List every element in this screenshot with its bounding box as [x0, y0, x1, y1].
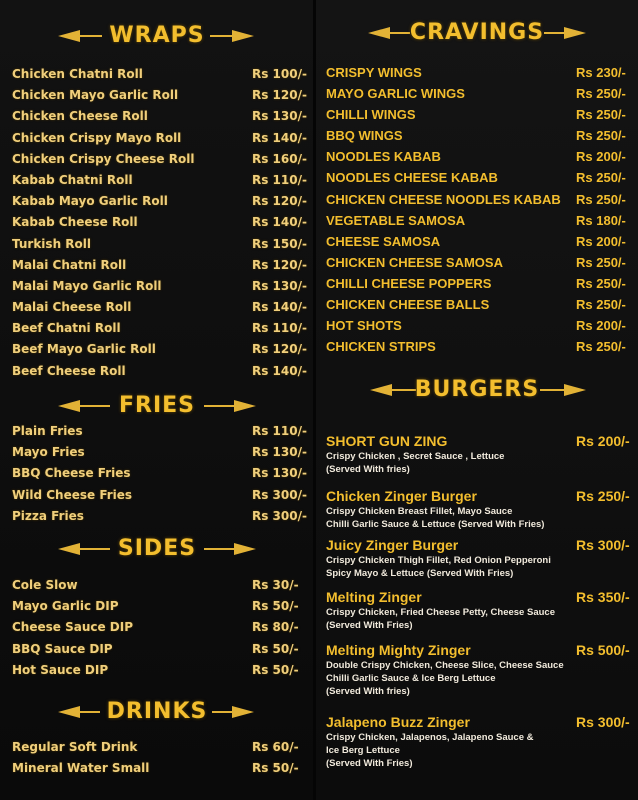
wraps-item	[0, 64, 314, 85]
heading-line	[204, 548, 234, 550]
fries-list	[0, 421, 314, 527]
heading-line	[212, 711, 232, 713]
item-price: Rs 230/-	[576, 65, 626, 80]
burger-description: (Served With Fries)	[326, 620, 413, 631]
item-price: Rs 160/-	[252, 151, 307, 166]
wraps-item	[0, 318, 314, 339]
drinks-list	[0, 737, 314, 779]
wraps-item	[0, 276, 314, 297]
wraps-item	[0, 255, 314, 276]
fries-item	[0, 442, 314, 463]
drinks-title: DRINKS	[106, 699, 208, 724]
item-price: Rs 50/-	[252, 599, 299, 614]
item-price: Rs 100/-	[252, 67, 307, 81]
cravings-item	[316, 210, 638, 231]
fries-title: FRIES	[118, 393, 196, 418]
item-name: Chicken Chatni Roll	[12, 67, 143, 81]
item-name: BBQ Sauce DIP	[12, 641, 113, 656]
burger-description: (Served With fries)	[326, 464, 410, 475]
wraps-item	[0, 191, 314, 212]
wraps-item	[0, 106, 314, 127]
item-price: Rs 200/-	[576, 149, 626, 165]
cravings-item	[316, 273, 638, 294]
burger-description: Crispy Chicken, Jalapenos, Jalapeno Sauce &	[326, 732, 534, 743]
item-price: Rs 250/-	[576, 275, 626, 291]
cravings-item	[316, 189, 638, 210]
burger-name: Melting Zinger	[326, 589, 422, 605]
item-price: Rs 250/-	[576, 86, 626, 102]
burger-description: Spicy Mayo & Lettuce (Served With Fries)	[326, 568, 514, 579]
burgers-title: BURGERS	[414, 377, 540, 402]
cravings-title: CRAVINGS	[409, 20, 545, 45]
item-price: Rs 130/-	[252, 109, 307, 124]
wraps-list	[0, 64, 314, 382]
drinks-item	[0, 737, 314, 758]
burger-description: Crispy Chicken , Secret Sauce , Lettuce	[326, 451, 505, 462]
item-price: Rs 50/-	[252, 641, 299, 656]
item-price: Rs 50/-	[252, 662, 299, 677]
cravings-item	[316, 83, 638, 104]
wraps-heading	[0, 19, 314, 53]
item-name: Cheese Sauce DIP	[12, 620, 134, 635]
item-price: Rs 250/-	[576, 107, 626, 123]
item-price: Rs 150/-	[252, 236, 307, 251]
wraps-item	[0, 85, 314, 106]
item-price: Rs 140/-	[252, 363, 307, 378]
fries-item	[0, 421, 314, 442]
heading-arrow-right-icon	[232, 30, 254, 42]
heading-line	[544, 32, 564, 34]
cravings-item	[316, 104, 638, 125]
heading-arrow-right-icon	[564, 384, 586, 396]
burger-description: Crispy Chicken Breast Fillet, Mayo Sauce	[326, 506, 513, 517]
item-name: Wild Cheese Fries	[12, 487, 133, 502]
burger-item	[326, 714, 636, 770]
heading-line	[204, 405, 234, 407]
sides-heading	[0, 532, 314, 566]
item-price: Rs 250/-	[576, 128, 626, 144]
wraps-item	[0, 149, 314, 170]
item-price: Rs 110/-	[252, 172, 307, 187]
right-column	[316, 0, 638, 800]
item-name: CHILLI WINGS	[326, 107, 416, 123]
item-price: Rs 130/-	[252, 278, 307, 293]
item-name: Chicken Crispy Cheese Roll	[12, 151, 195, 166]
item-name: Kabab Mayo Garlic Roll	[12, 194, 168, 209]
wraps-title: WRAPS	[109, 23, 205, 48]
burger-name: Melting Mighty Zinger	[326, 642, 471, 658]
item-name: Turkish Roll	[12, 236, 91, 251]
cravings-item	[316, 336, 638, 357]
burger-description: Chilli Garlic Sauce & Ice Berg Lettuce	[326, 673, 496, 684]
heading-line	[540, 389, 564, 391]
fries-heading	[0, 389, 314, 423]
item-name: NOODLES CHEESE KABAB	[326, 170, 498, 186]
burger-price: Rs 350/-	[576, 589, 630, 605]
burger-name: Jalapeno Buzz Zinger	[326, 714, 470, 730]
item-name: CHICKEN CHEESE BALLS	[326, 297, 490, 313]
burger-item	[326, 433, 636, 476]
wraps-item	[0, 297, 314, 318]
cravings-item	[316, 125, 638, 146]
wraps-item	[0, 212, 314, 233]
item-name: Kabab Chatni Roll	[12, 172, 133, 187]
sides-item	[0, 596, 314, 617]
item-price: Rs 130/-	[252, 466, 307, 481]
item-name: Chicken Cheese Roll	[12, 109, 148, 124]
heading-arrow-right-icon	[232, 706, 254, 718]
item-name: Malai Mayo Garlic Roll	[12, 278, 162, 293]
item-name: Mayo Fries	[12, 445, 85, 460]
item-price: Rs 200/-	[576, 318, 626, 334]
item-price: Rs 250/-	[576, 297, 626, 313]
item-price: Rs 140/-	[252, 300, 307, 315]
item-name: Cole Slow	[12, 578, 78, 592]
item-name: MAYO GARLIC WINGS	[326, 86, 465, 102]
item-name: Chicken Mayo Garlic Roll	[12, 88, 179, 103]
burger-name: SHORT GUN ZING	[326, 433, 448, 449]
burger-description: Chilli Garlic Sauce & Lettuce (Served With Fries)	[326, 519, 545, 530]
item-price: Rs 80/-	[252, 620, 299, 635]
cravings-item	[316, 294, 638, 315]
item-name: CHEESE SAMOSA	[326, 233, 441, 249]
item-name: CHICKEN STRIPS	[326, 339, 436, 355]
wraps-item	[0, 170, 314, 191]
heading-arrow-right-icon	[234, 400, 256, 412]
fries-item	[0, 485, 314, 506]
item-name: Beef Cheese Roll	[12, 363, 126, 378]
cravings-item	[316, 252, 638, 273]
item-name: BBQ WINGS	[326, 128, 403, 144]
item-name: Kabab Cheese Roll	[12, 215, 138, 230]
wraps-item	[0, 128, 314, 149]
cravings-heading	[316, 16, 638, 50]
item-price: Rs 60/-	[252, 740, 299, 754]
drinks-item	[0, 758, 314, 779]
item-name: VEGETABLE SAMOSA	[326, 212, 466, 228]
heading-arrow-right-icon	[564, 27, 586, 39]
burger-description: Crispy Chicken Thigh Fillet, Red Onion Pepperoni	[326, 555, 551, 566]
item-price: Rs 110/-	[252, 321, 307, 336]
item-name: CHICKEN CHEESE NOODLES KABAB	[326, 191, 561, 207]
cravings-item	[316, 146, 638, 167]
cravings-item	[316, 231, 638, 252]
burger-price: Rs 200/-	[576, 433, 630, 449]
item-price: Rs 300/-	[252, 487, 307, 502]
sides-item	[0, 575, 314, 596]
item-price: Rs 120/-	[252, 342, 307, 357]
item-price: Rs 50/-	[252, 761, 299, 776]
burger-item	[326, 642, 636, 698]
burger-price: Rs 300/-	[576, 714, 630, 730]
cravings-item	[316, 315, 638, 336]
burger-price: Rs 300/-	[576, 537, 630, 553]
item-name: Pizza Fries	[12, 508, 84, 523]
burger-description: (Served With fries)	[326, 686, 410, 697]
sides-item	[0, 639, 314, 660]
item-price: Rs 120/-	[252, 257, 307, 272]
burger-description: Ice Berg Lettuce	[326, 745, 400, 756]
fries-item	[0, 506, 314, 527]
item-name: HOT SHOTS	[326, 318, 402, 334]
cravings-item	[316, 62, 638, 83]
item-name: Malai Chatni Roll	[12, 257, 127, 272]
item-name: CHICKEN CHEESE SAMOSA	[326, 254, 503, 270]
heading-arrow-right-icon	[234, 543, 256, 555]
wraps-item	[0, 234, 314, 255]
item-price: Rs 250/-	[576, 254, 626, 270]
item-price: Rs 200/-	[576, 233, 626, 249]
item-name: Beef Mayo Garlic Roll	[12, 342, 156, 357]
burger-name: Juicy Zinger Burger	[326, 537, 459, 553]
item-name: Malai Cheese Roll	[12, 300, 132, 315]
item-price: Rs 250/-	[576, 339, 626, 355]
cravings-item	[316, 167, 638, 188]
item-price: Rs 140/-	[252, 215, 307, 230]
item-name: BBQ Cheese Fries	[12, 466, 131, 481]
burger-price: Rs 500/-	[576, 642, 630, 658]
item-price: Rs 30/-	[252, 578, 299, 592]
burger-item	[326, 488, 636, 531]
item-name: Beef Chatni Roll	[12, 321, 121, 336]
wraps-item	[0, 361, 314, 382]
sides-item	[0, 617, 314, 638]
item-name: CRISPY WINGS	[326, 65, 422, 80]
cravings-list	[316, 62, 638, 357]
burger-price: Rs 250/-	[576, 488, 630, 504]
item-name: Regular Soft Drink	[12, 740, 138, 754]
item-price: Rs 140/-	[252, 130, 307, 145]
burger-description: (Served With Fries)	[326, 758, 413, 769]
burger-description: Double Crispy Chicken, Cheese Slice, Cheese Sauce	[326, 660, 564, 671]
item-price: Rs 120/-	[252, 88, 307, 103]
burger-description: Crispy Chicken, Fried Cheese Petty, Cheese Sauce	[326, 607, 555, 618]
burger-item	[326, 537, 636, 580]
item-price: Rs 120/-	[252, 194, 307, 209]
burger-name: Chicken Zinger Burger	[326, 488, 477, 504]
heading-line	[210, 35, 232, 37]
item-price: Rs 110/-	[252, 424, 307, 438]
item-name: Hot Sauce DIP	[12, 662, 109, 677]
left-column	[0, 0, 314, 800]
burgers-heading	[316, 373, 638, 407]
item-name: CHILLI CHEESE POPPERS	[326, 275, 492, 291]
sides-list	[0, 575, 314, 681]
burger-item	[326, 589, 636, 632]
fries-item	[0, 463, 314, 484]
item-name: Chicken Crispy Mayo Roll	[12, 130, 182, 145]
item-price: Rs 300/-	[252, 508, 307, 523]
item-price: Rs 130/-	[252, 445, 307, 460]
item-name: NOODLES KABAB	[326, 149, 441, 165]
item-price: Rs 250/-	[576, 170, 626, 186]
drinks-heading	[0, 695, 314, 729]
item-price: Rs 250/-	[576, 191, 626, 207]
sides-title: SIDES	[117, 536, 197, 561]
item-name: Mineral Water Small	[12, 761, 150, 776]
item-name: Mayo Garlic DIP	[12, 599, 119, 614]
item-price: Rs 180/-	[576, 212, 626, 228]
sides-item	[0, 660, 314, 681]
item-name: Plain Fries	[12, 424, 83, 438]
wraps-item	[0, 339, 314, 360]
